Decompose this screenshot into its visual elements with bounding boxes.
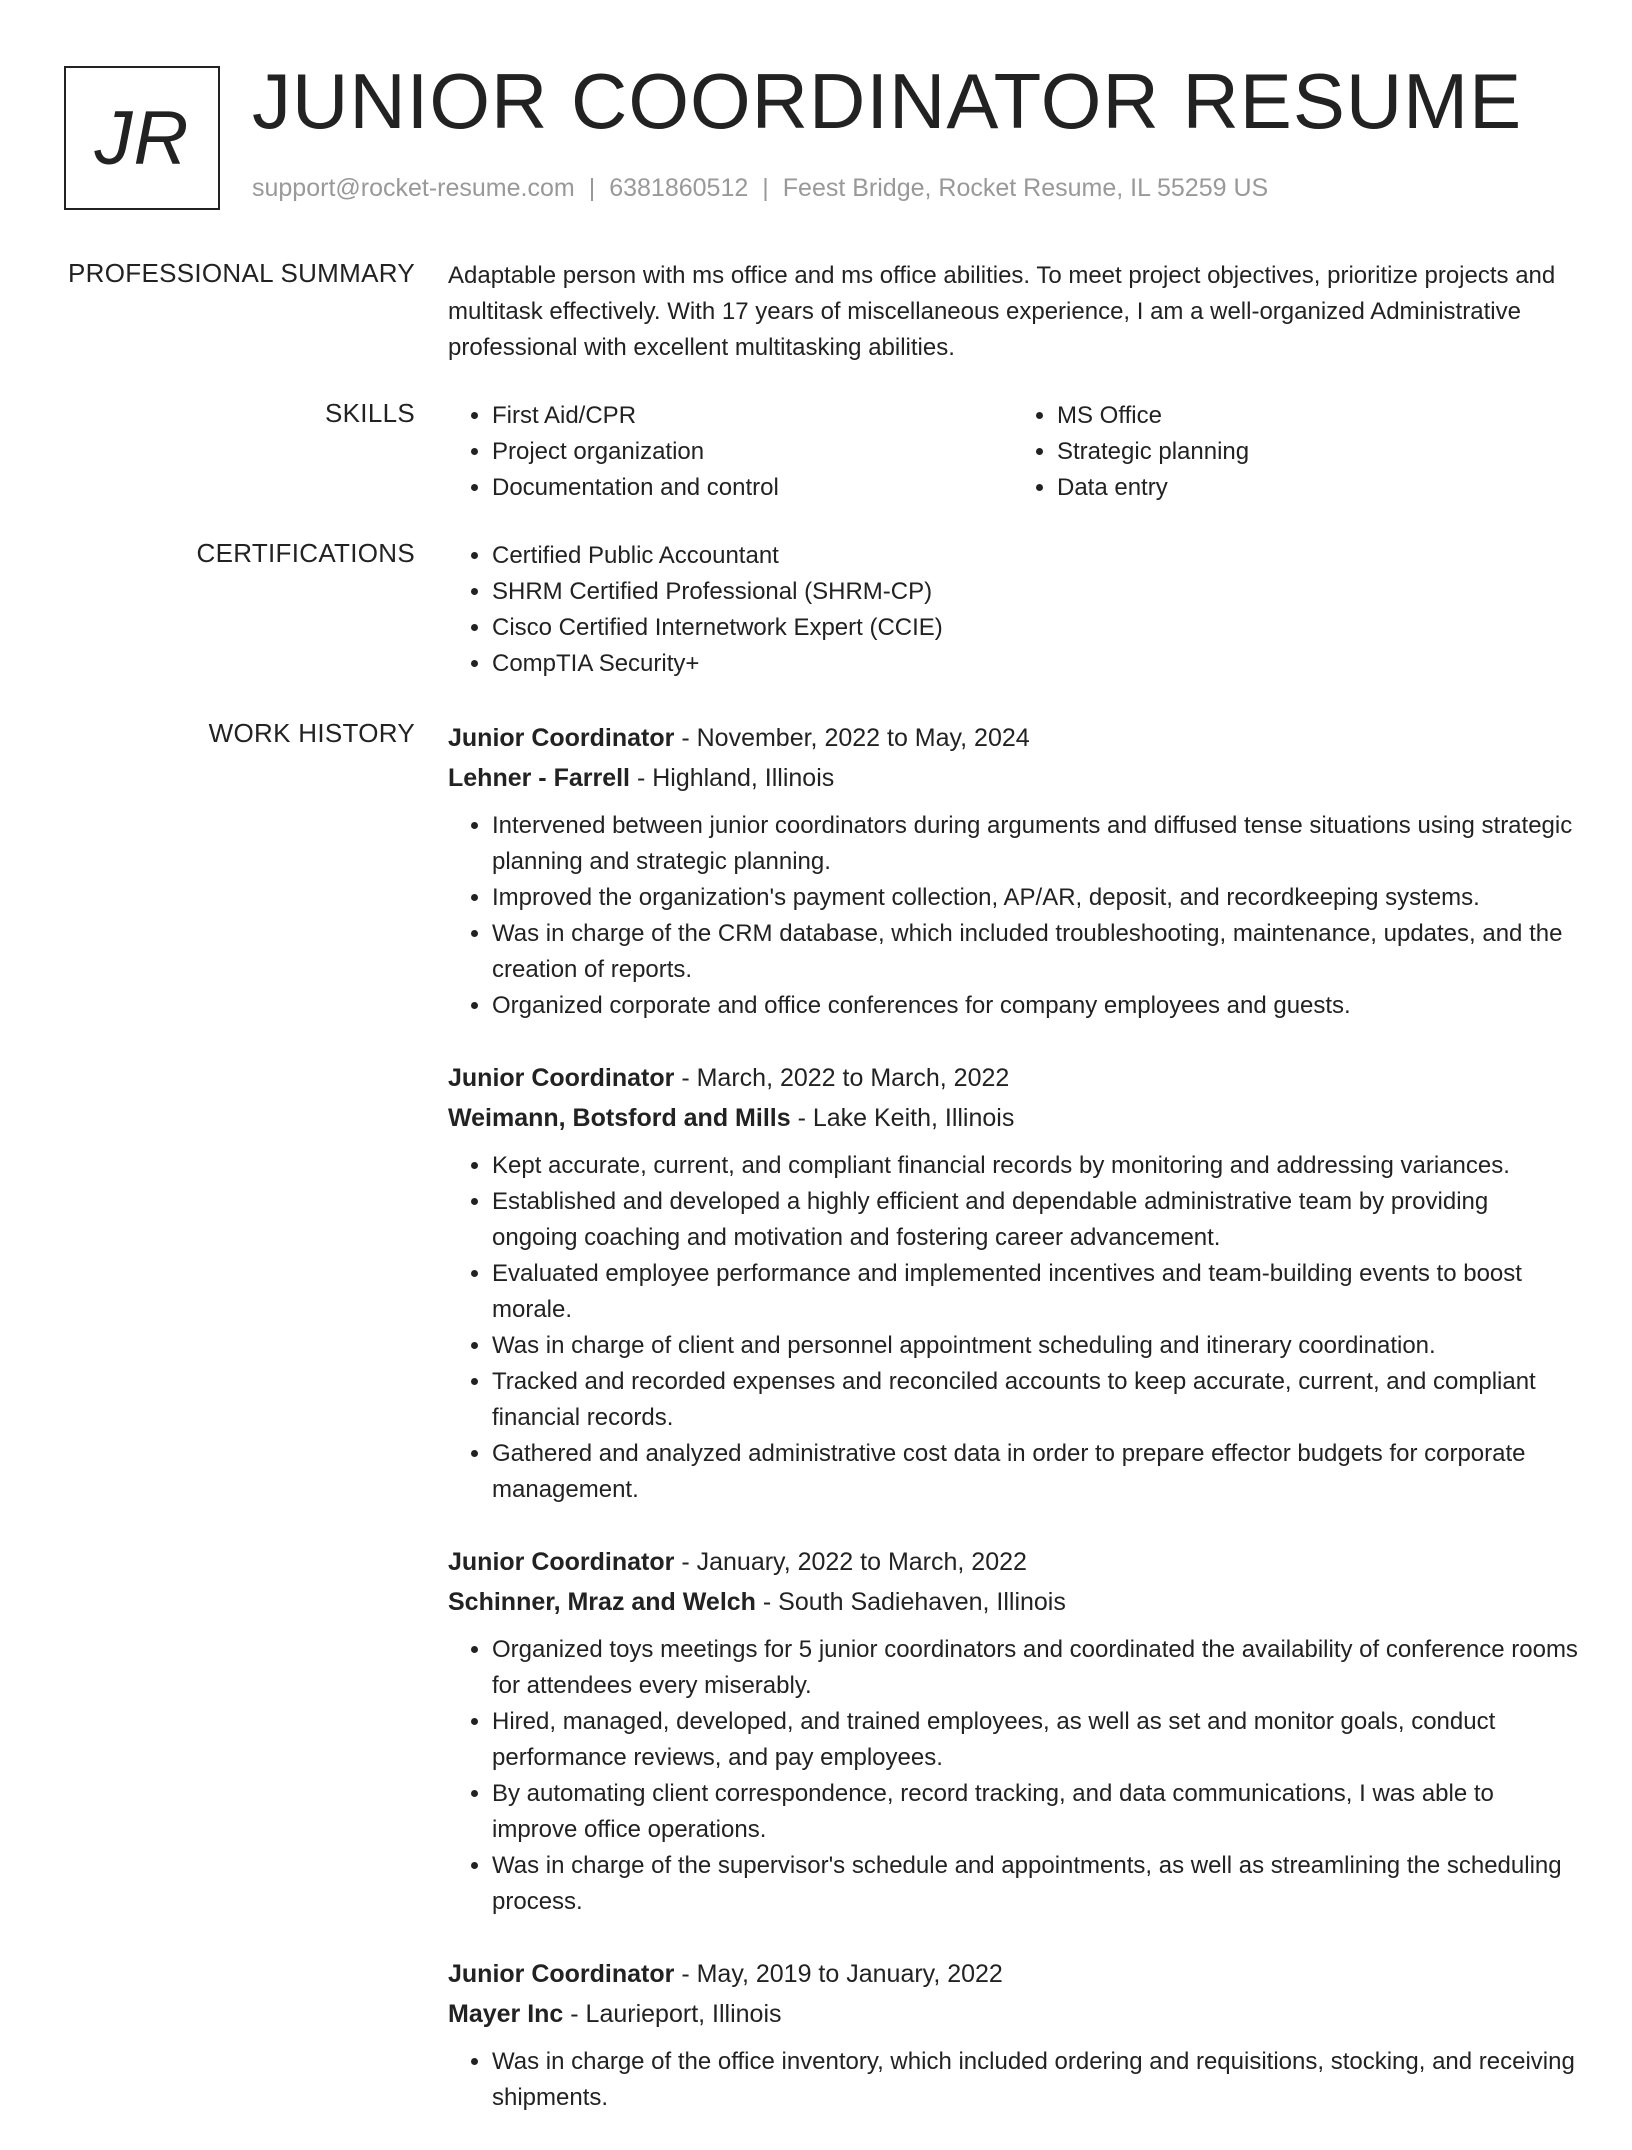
job-location: - Laurieport, Illinois — [563, 2000, 782, 2028]
job-location: - South Sadiehaven, Illinois — [755, 1588, 1066, 1616]
contact-email[interactable]: support@rocket-resume.com — [252, 174, 575, 202]
certifications-body — [448, 538, 1578, 682]
contact-address: Feest Bridge, Rocket Resume, IL 55259 US — [782, 174, 1269, 202]
job-title-line — [448, 1542, 1578, 1582]
job-bullet: • Was in charge of the office inventory, which included ordering and requisitions, stocking, and receiving shipments. — [492, 2044, 1578, 2116]
job-dates: - May, 2019 to January, 2022 — [674, 1960, 1003, 1988]
job-bullet: • Was in charge of the supervisor's schedule and appointments, as well as streamlining the scheduling process. — [492, 1848, 1578, 1920]
job-role: Junior Coordinator — [448, 1548, 675, 1576]
job-entry — [448, 1542, 1578, 1920]
job-bullets — [448, 1148, 1578, 1508]
job-company: Mayer Inc — [448, 2000, 564, 2028]
job-bullet: • Gathered and analyzed administrative cost data in order to prepare effector budgets for corporate management. — [492, 1436, 1578, 1508]
job-company-line — [448, 1582, 1578, 1622]
job-bullet: • Improved the organization's payment collection, AP/AR, deposit, and recordkeeping systems. — [492, 880, 1578, 916]
job-dates: - January, 2022 to March, 2022 — [674, 1548, 1027, 1576]
skill-item: • First Aid/CPR — [492, 398, 1013, 434]
job-role: Junior Coordinator — [448, 1960, 675, 1988]
resume-title: JUNIOR COORDINATOR RESUME — [252, 57, 1523, 145]
monogram: JR — [64, 66, 220, 210]
skills-list-left — [448, 398, 1013, 506]
contact-phone[interactable]: 6381860512 — [609, 174, 749, 202]
job-bullets — [448, 808, 1578, 1024]
job-title-line — [448, 1954, 1578, 1994]
contact-separator: | — [588, 174, 596, 202]
summary-text: Adaptable person with ms office and ms office abilities. To meet project objectives, prioritize projects and multitask effectively. With 17 years of miscellaneous experience, I am a well-organized Administrative professional with excellent multitasking abilities. — [448, 262, 1556, 361]
job-company-line — [448, 1994, 1578, 2034]
job-company: Schinner, Mraz and Welch — [448, 1588, 756, 1616]
job-role: Junior Coordinator — [448, 724, 675, 752]
job-bullet: • Was in charge of client and personnel appointment scheduling and itinerary coordination. — [492, 1328, 1578, 1364]
job-title-line — [448, 718, 1578, 758]
job-company-line — [448, 758, 1578, 798]
job-dates: - March, 2022 to March, 2022 — [674, 1064, 1010, 1092]
job-bullet: • Was in charge of the CRM database, which included troubleshooting, maintenance, updates, and the creation of reports. — [492, 916, 1578, 988]
job-company-line — [448, 1098, 1578, 1138]
job-bullets — [448, 1632, 1578, 1920]
job-entry — [448, 1954, 1578, 2116]
skill-item: • Documentation and control — [492, 470, 1013, 506]
job-bullet: • Organized corporate and office conferences for company employees and guests. — [492, 988, 1578, 1024]
job-bullet: • Established and developed a highly efficient and dependable administrative team by providing ongoing coaching and motivation and fostering career advancement. — [492, 1184, 1578, 1256]
job-company: Lehner - Farrell — [448, 764, 630, 792]
job-bullet: • Evaluated employee performance and implemented incentives and team-building events to boost morale. — [492, 1256, 1578, 1328]
job-entry — [448, 1058, 1578, 1508]
job-bullet: • Intervened between junior coordinators during arguments and diffused tense situations using strategic planning and strategic planning. — [492, 808, 1578, 880]
job-bullet: • Hired, managed, developed, and trained employees, as well as set and monitor goals, conduct performance reviews, and pay employees. — [492, 1704, 1578, 1776]
section-title-skills: SKILLS — [325, 398, 415, 428]
job-role: Junior Coordinator — [448, 1064, 675, 1092]
job-bullets — [448, 2044, 1578, 2116]
job-company: Weimann, Botsford and Mills — [448, 1104, 791, 1132]
job-bullet: • Kept accurate, current, and compliant financial records by monitoring and addressing variances. — [492, 1148, 1578, 1184]
certification-item: • Cisco Certified Internetwork Expert (CCIE) — [492, 610, 1578, 646]
job-bullet: • Tracked and recorded expenses and reconciled accounts to keep accurate, current, and compliant financial records. — [492, 1364, 1578, 1436]
section-title-work-history: WORK HISTORY — [208, 718, 415, 748]
job-title-line — [448, 1058, 1578, 1098]
job-bullet: • By automating client correspondence, record tracking, and data communications, I was able to improve office operations. — [492, 1776, 1578, 1848]
skills-list-right — [1013, 398, 1578, 506]
certifications-list — [448, 538, 1578, 682]
job-dates: - November, 2022 to May, 2024 — [674, 724, 1030, 752]
job-location: - Lake Keith, Illinois — [790, 1104, 1015, 1132]
certification-item: • Certified Public Accountant — [492, 538, 1578, 574]
skill-item: • Data entry — [1057, 470, 1578, 506]
skill-item: • Strategic planning — [1057, 434, 1578, 470]
skill-item: • MS Office — [1057, 398, 1578, 434]
job-location: - Highland, Illinois — [630, 764, 835, 792]
contact-separator: | — [762, 174, 769, 202]
job-bullet: • Organized toys meetings for 5 junior coordinators and coordinated the availability of conference rooms for attendees every miserably. — [492, 1632, 1578, 1704]
certification-item: • SHRM Certified Professional (SHRM-CP) — [492, 574, 1578, 610]
contact-line — [252, 174, 1268, 203]
section-title-summary: PROFESSIONAL SUMMARY — [68, 258, 415, 288]
skill-item: • Project organization — [492, 434, 1013, 470]
skills-body — [448, 398, 1578, 506]
work-history-body — [448, 718, 1578, 2150]
job-entry — [448, 718, 1578, 1024]
section-title-certifications: CERTIFICATIONS — [196, 538, 415, 568]
certification-item: • CompTIA Security+ — [492, 646, 1578, 682]
